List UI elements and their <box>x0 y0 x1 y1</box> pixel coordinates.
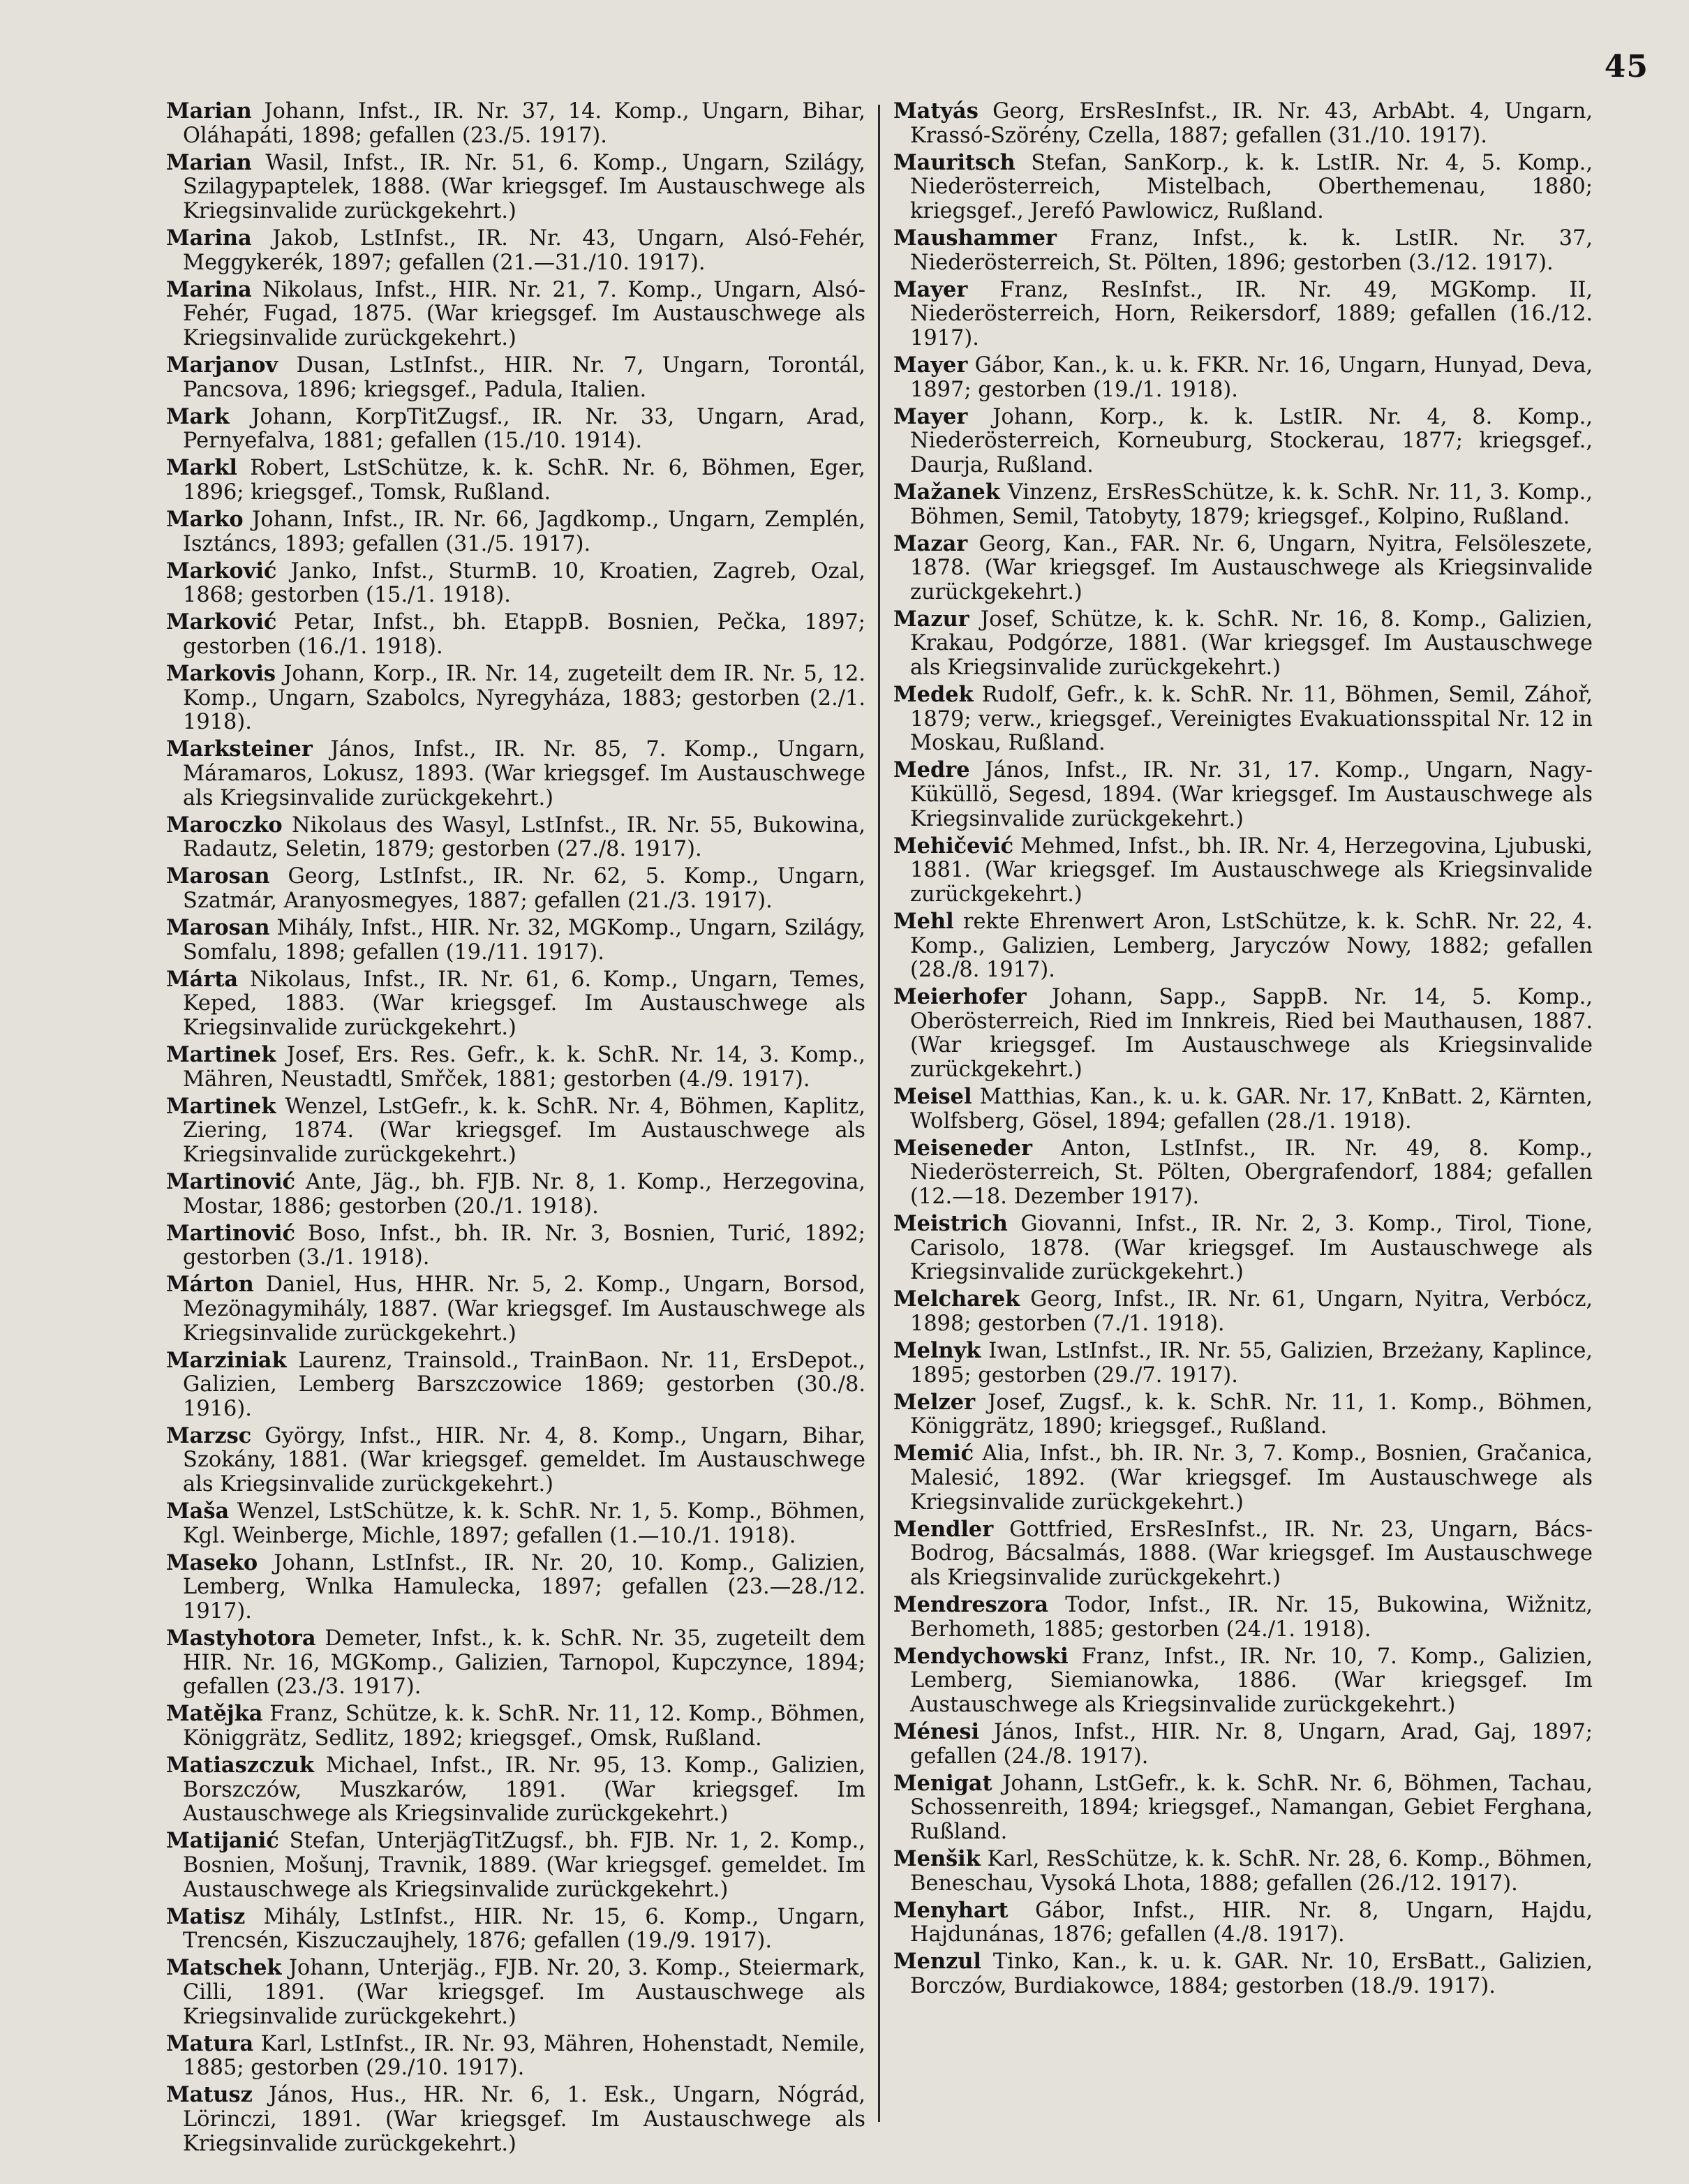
entry-details: Nikolaus, Infst., IR. Nr. 61, 6. Komp., Ungarn, Temes, Keped, 1883. (War kriegsgef. Im Austauschwege als Kriegsinvalide zurückgekehrt.) <box>183 967 865 1040</box>
entry-surname: Maushammer <box>893 225 1057 251</box>
entry-details: Karl, ResSchütze, k. k. SchR. Nr. 28, 6. Komp., Böhmen, Beneschau, Vysoká Lhota, 1888; gefallen (26./12. 1917). <box>910 1846 1593 1896</box>
register-entry <box>893 1517 1593 1591</box>
register-entry <box>893 1287 1593 1336</box>
entry-surname: Menyhart <box>893 1897 1009 1923</box>
register-entry <box>166 1499 865 1548</box>
entry-surname: Melcharek <box>893 1286 1020 1312</box>
entry-surname: Marković <box>166 558 277 584</box>
entry-details: Georg, Infst., IR. Nr. 61, Ungarn, Nyitra, Verbócz, 1898; gestorben (7./1. 1918). <box>910 1287 1593 1336</box>
column-divider <box>878 105 880 2122</box>
register-entry <box>893 1593 1593 1642</box>
entry-details: Johann, Unterjäg., FJB. Nr. 20, 3. Komp., Steiermark, Cilli, 1891. (War kriegsgef. Im Austauschwege als Kriegsinvalide zurückgekehrt.) <box>183 1956 865 2029</box>
entry-surname: Markovis <box>166 661 276 687</box>
entry-details: Gábor, Kan., k. u. k. FKR. Nr. 16, Ungarn, Hunyad, Deva, 1897; gestorben (19./1. 1918). <box>910 352 1593 402</box>
register-entry <box>893 480 1593 529</box>
entry-details: Daniel, Hus, HHR. Nr. 5, 2. Komp., Ungarn, Borsod, Mezönagymihály, 1887. (War kriegsgef. Im Austauschwege als Kriegsinvalide zurückgekehrt.) <box>183 1272 865 1346</box>
entry-details: Franz, ResInfst., IR. Nr. 49, MGKomp. II, Niederösterreich, Horn, Reikersdorf, 1889; gefallen (16./12. 1917). <box>910 277 1593 350</box>
register-entry <box>166 151 865 224</box>
register-entry <box>166 813 865 862</box>
entry-details: Mehmed, Infst., bh. IR. Nr. 4, Herzegovina, Ljubuski, 1881. (War kriegsgef. Im Austauschwege als Kriegsinvalide zurückgekehrt.) <box>910 833 1593 907</box>
register-entry <box>893 99 1593 148</box>
register-entry <box>893 278 1593 351</box>
entry-details: rekte Ehrenwert Aron, LstSchütze, k. k. SchR. Nr. 22, 4. Komp., Galizien, Lemberg, Jaryczów Nowy, 1882; gefallen (28./8. 1917). <box>910 909 1593 983</box>
register-entry <box>166 916 865 965</box>
entry-details: Janko, Infst., SturmB. 10, Kroatien, Zagreb, Ozal, 1868; gestorben (15./1. 1918). <box>183 558 865 608</box>
entry-details: Johann, LstGefr., k. k. SchR. Nr. 6, Böhmen, Tachau, Schossenreith, 1894; kriegsgef., Namangan, Gebiet Ferghana, Rußland. <box>910 1771 1593 1844</box>
register-entry <box>166 456 865 505</box>
entry-surname: Mayer <box>893 403 968 429</box>
entry-details: Georg, ErsResInfst., IR. Nr. 43, ArbAbt. 4, Ungarn, Krassó-Szörény, Czella, 1887; gefallen (31./10. 1917). <box>910 99 1593 148</box>
entry-surname: Maša <box>166 1499 230 1524</box>
register-entry <box>166 226 865 275</box>
entry-details: Laurenz, Trainsold., TrainBaon. Nr. 11, ErsDepot., Galizien, Lemberg Barszczowice 1869; gestorben (30./8. 1916). <box>183 1348 865 1421</box>
entry-surname: Martinović <box>166 1168 295 1194</box>
entry-surname: Marko <box>166 507 244 532</box>
entry-details: Johann, Korp., IR. Nr. 14, zugeteilt dem IR. Nr. 5, 12. Komp., Ungarn, Szabolcs, Nyregyháza, 1883; gestorben (2./1. 1918). <box>183 662 865 735</box>
entry-details: Tinko, Kan., k. u. k. GAR. Nr. 10, ErsBatt., Galizien, Borczów, Burdiakowce, 1884; gestorben (18./9. 1917). <box>910 1949 1593 1998</box>
register-entry <box>893 1441 1593 1515</box>
entry-details: György, Infst., HIR. Nr. 4, 8. Komp., Ungarn, Bihar, Szokány, 1881. (War kriegsgef. gemeldet. Im Austauschwege als Kriegsinvalide zurückgekehrt.) <box>183 1423 865 1497</box>
register-entry <box>166 1094 865 1168</box>
entry-surname: Meistrich <box>893 1211 1008 1237</box>
register-entry <box>166 1956 865 2029</box>
register-entry <box>166 1829 865 1902</box>
register-entry <box>166 405 865 454</box>
entry-surname: Marziniak <box>166 1347 287 1373</box>
left-column <box>166 99 865 2159</box>
entry-details: Gottfried, ErsResInfst., IR. Nr. 23, Ungarn, Bács-Bodrog, Bácsalmás, 1888. (War kriegsgef. Im Austauschwege als Kriegsinvalide zurückgekehrt.) <box>910 1517 1593 1590</box>
register-entry <box>166 1702 865 1751</box>
entry-details: Matthias, Kan., k. u. k. GAR. Nr. 17, KnBatt. 2, Kärnten, Wolfsberg, Gösel, 1894; gefallen (28./1. 1918). <box>910 1085 1593 1134</box>
register-entry <box>893 834 1593 907</box>
register-entry <box>893 353 1593 402</box>
register-entry <box>893 1899 1593 1947</box>
register-entry <box>166 278 865 351</box>
entry-details: Jakob, LstInfst., IR. Nr. 43, Ungarn, Alsó-Fehér, Meggykerék, 1897; gefallen (21.—31./10. 1917). <box>183 225 865 275</box>
entry-surname: Martinek <box>166 1093 276 1119</box>
register-entry <box>166 99 865 148</box>
entry-surname: Menigat <box>893 1770 992 1796</box>
entry-surname: Matiaszczuk <box>166 1753 314 1778</box>
entry-details: Mihály, LstInfst., HIR. Nr. 15, 6. Komp., Ungarn, Trencsén, Kiszuczaujhely, 1876; gefallen (19./9. 1917). <box>183 1904 865 1954</box>
entry-details: Dusan, LstInfst., HIR. Nr. 7, Ungarn, Torontál, Pancsova, 1896; kriegsgef., Padula, Italien. <box>183 352 865 402</box>
entry-surname: Mastyhotora <box>166 1626 316 1651</box>
entry-surname: Matyás <box>893 98 979 124</box>
register-entry <box>166 1043 865 1092</box>
entry-surname: Menzul <box>893 1949 981 1975</box>
entry-surname: Marzsc <box>166 1422 252 1448</box>
entry-details: Wenzel, LstGefr., k. k. SchR. Nr. 4, Böhmen, Kaplitz, Ziering, 1874. (War kriegsgef. Im Austauschwege als Kriegsinvalide zurückgekehrt.) <box>183 1094 865 1167</box>
entry-details: Karl, LstInfst., IR. Nr. 93, Mähren, Hohenstadt, Nemile, 1885; gestorben (29./10. 1917). <box>183 2031 865 2081</box>
register-entry <box>166 2083 865 2156</box>
entry-surname: Memić <box>893 1441 974 1466</box>
entry-details: Nikolaus, Infst., HIR. Nr. 21, 7. Komp., Ungarn, Alsó-Fehér, Fugad, 1875. (War kriegsgef. Im Austauschwege als Kriegsinvalide zurückgekehrt.) <box>183 277 865 350</box>
entry-surname: Matějka <box>166 1701 263 1727</box>
entry-surname: Mazur <box>893 606 969 632</box>
entry-surname: Medre <box>893 757 970 783</box>
entry-details: Alia, Infst., bh. IR. Nr. 3, 7. Komp., Bosnien, Gračanica, Malesić, 1892. (War kriegsgef. Im Austauschwege als Kriegsinvalide zurückgekehrt.) <box>910 1441 1593 1515</box>
entry-details: Vinzenz, ErsResSchütze, k. k. SchR. Nr. 11, 3. Komp., Böhmen, Semil, Tatobyty, 1879; kriegsgef., Kolpino, Rußland. <box>910 480 1593 529</box>
entry-details: Georg, LstInfst., IR. Nr. 62, 5. Komp., Ungarn, Szatmár, Aranyosmegyes, 1887; gefallen (21./3. 1917). <box>183 864 865 913</box>
register-entry <box>893 683 1593 756</box>
entry-details: Gábor, Infst., HIR. Nr. 8, Ungarn, Hajdu, Hajdunánas, 1876; gefallen (4./8. 1917). <box>910 1898 1593 1947</box>
entry-details: János, Hus., HR. Nr. 6, 1. Esk., Ungarn, Nógrád, Lörinczi, 1891. (War kriegsgef. Im Austauschwege als Kriegsinvalide zurückgekehrt.) <box>183 2083 865 2156</box>
entry-details: János, Infst., IR. Nr. 85, 7. Komp., Ungarn, Máramaros, Lokusz, 1893. (War kriegsgef. Im Austauschwege als Kriegsinvalide zurückgekehrt.) <box>183 737 865 810</box>
register-entry <box>166 737 865 810</box>
register-entry <box>893 532 1593 605</box>
entry-surname: Markl <box>166 455 237 481</box>
entry-surname: Maroczko <box>166 812 283 838</box>
entry-surname: Menšik <box>893 1845 981 1871</box>
entry-surname: Medek <box>893 682 974 708</box>
entry-surname: Melnyk <box>893 1338 981 1364</box>
register-entry <box>166 1170 865 1219</box>
entry-surname: Mehl <box>893 909 954 934</box>
entry-details: Iwan, LstInfst., IR. Nr. 55, Galizien, Brzeżany, Kaplince, 1895; gestorben (29./7. 1917). <box>910 1339 1593 1388</box>
entry-details: Michael, Infst., IR. Nr. 95, 13. Komp., Galizien, Borszczów, Muszkarów, 1891. (War kriegsgef. Im Austauschwege als Kriegsinvalide zurückgekehrt.) <box>183 1753 865 1827</box>
register-entry <box>166 1221 865 1270</box>
register-entry <box>893 226 1593 275</box>
entry-details: Josef, Schütze, k. k. SchR. Nr. 16, 8. Komp., Galizien, Krakau, Podgórze, 1881. (War kriegsgef. Im Austauschwege als Kriegsinvalide zurückgekehrt.) <box>910 607 1593 681</box>
entry-surname: Ménesi <box>893 1719 980 1744</box>
entry-surname: Mayer <box>893 352 968 378</box>
entry-surname: Martinović <box>166 1220 295 1246</box>
register-entry <box>166 2032 865 2081</box>
entry-details: Boso, Infst., bh. IR. Nr. 3, Bosnien, Turić, 1892; gestorben (3./1. 1918). <box>183 1221 865 1270</box>
entry-surname: Matura <box>166 2030 254 2056</box>
register-entry <box>893 909 1593 983</box>
entry-details: Josef, Ers. Res. Gefr., k. k. SchR. Nr. 14, 3. Komp., Mähren, Neustadtl, Smřček, 1881; gestorben (4./9. 1917). <box>183 1042 865 1092</box>
register-entry <box>166 967 865 1041</box>
entry-details: Nikolaus des Wasyl, LstInfst., IR. Nr. 55, Bukowina, Radautz, Seletin, 1879; gestorben (27./8. 1917). <box>183 812 865 862</box>
entry-details: Stefan, UnterjägTitZugsf., bh. FJB. Nr. 1, 2. Komp., Bosnien, Mošunj, Travnik, 1889. (War kriegsgef. gemeldet. Im Austauschwege als Kriegsinvalide zurückgekehrt.) <box>183 1829 865 1902</box>
register-entry <box>893 1771 1593 1845</box>
entry-details: Johann, Infst., IR. Nr. 37, 14. Komp., Ungarn, Bihar, Oláhapáti, 1898; gefallen (23./5. 1917). <box>183 99 865 148</box>
entry-surname: Matisz <box>166 1903 246 1929</box>
register-entry <box>893 1720 1593 1769</box>
register-entry <box>166 1753 865 1827</box>
page-number: 45 <box>1604 49 1649 84</box>
register-entry <box>166 610 865 659</box>
entry-details: Stefan, SanKorp., k. k. LstIR. Nr. 4, 5. Komp., Niederösterreich, Mistelbach, Oberthemenau, 1880; kriegsgef., Jerefó Pawlowicz, Rußland. <box>910 150 1593 223</box>
entry-details: Josef, Zugsf., k. k. SchR. Nr. 11, 1. Komp., Böhmen, Königgrätz, 1890; kriegsgef., Rußland. <box>910 1390 1593 1439</box>
entry-surname: Márton <box>166 1272 254 1298</box>
register-entry <box>893 985 1593 1082</box>
register-entry <box>893 1212 1593 1285</box>
entry-surname: Marković <box>166 609 277 635</box>
register-entry <box>893 1949 1593 1998</box>
entry-surname: Mehičević <box>893 833 1014 859</box>
register-entry <box>893 758 1593 831</box>
entry-surname: Marina <box>166 225 252 251</box>
register-entry <box>166 1349 865 1422</box>
entry-surname: Mazar <box>893 530 968 556</box>
entry-details: Johann, LstInfst., IR. Nr. 20, 10. Komp., Galizien, Lemberg, Wnlka Hamulecka, 1897; gefallen (23.—28./12. 1917). <box>183 1550 865 1624</box>
entry-details: Wasil, Infst., IR. Nr. 51, 6. Komp., Ungarn, Szilágy, Szilagypaptelek, 1888. (War kriegsgef. Im Austauschwege als Kriegsinvalide zurückgekehrt.) <box>183 150 865 223</box>
entry-details: Demeter, Infst., k. k. SchR. Nr. 35, zugeteilt dem HIR. Nr. 16, MGKomp., Galizien, Tarnopol, Kupczynce, 1894; gefallen (23./3. 1917). <box>183 1626 865 1700</box>
register-entry <box>166 1272 865 1346</box>
register-entry <box>166 662 865 735</box>
entry-surname: Mažanek <box>893 479 1000 505</box>
entry-details: János, Infst., IR. Nr. 31, 17. Komp., Ungarn, Nagy-Küküllö, Segesd, 1894. (War kriegsgef. Im Austauschwege als Kriegsinvalide zurückgekehrt.) <box>910 758 1593 831</box>
entry-details: Georg, Kan., FAR. Nr. 6, Ungarn, Nyitra, Felsöleszete, 1878. (War kriegsgef. Im Austauschwege als Kriegsinvalide zurückgekehrt.) <box>910 531 1593 604</box>
entry-details: Wenzel, LstSchütze, k. k. SchR. Nr. 1, 5. Komp., Böhmen, Kgl. Weinberge, Michle, 1897; gefallen (1.—10./1. 1918). <box>183 1499 865 1548</box>
entry-details: Johann, Sapp., SappB. Nr. 14, 5. Komp., Oberösterreich, Ried im Innkreis, Ried bei Mauthausen, 1887. (War kriegsgef. Im Austauschwege als Kriegsinvalide zurückgekehrt.) <box>910 985 1593 1083</box>
register-entry <box>893 607 1593 681</box>
entry-details: Franz, Schütze, k. k. SchR. Nr. 11, 12. Komp., Böhmen, Königgrätz, Sedlitz, 1892; kriegsgef., Omsk, Rußland. <box>183 1702 865 1751</box>
entry-details: Todor, Infst., IR. Nr. 15, Bukowina, Wižnitz, Berhometh, 1885; gestorben (24./1. 1918). <box>910 1593 1593 1642</box>
entry-surname: Mendychowski <box>893 1643 1069 1669</box>
register-entry <box>893 1847 1593 1896</box>
right-column <box>893 99 1593 2001</box>
register-entry <box>166 353 865 402</box>
entry-surname: Marian <box>166 98 252 124</box>
entry-surname: Marosan <box>166 863 270 889</box>
register-entry <box>166 864 865 913</box>
register-entry <box>893 1390 1593 1439</box>
register-entry <box>166 1626 865 1700</box>
register-entry <box>893 1644 1593 1718</box>
entry-surname: Mark <box>166 403 230 429</box>
entry-surname: Mendler <box>893 1516 994 1542</box>
entry-surname: Márta <box>166 966 239 992</box>
entry-surname: Marian <box>166 149 252 175</box>
register-entry <box>893 151 1593 224</box>
entry-details: Franz, Infst., k. k. LstIR. Nr. 37, Niederösterreich, St. Pölten, 1896; gestorben (3./12. 1917). <box>910 225 1593 275</box>
entry-surname: Marina <box>166 276 252 302</box>
entry-surname: Meierhofer <box>893 984 1027 1010</box>
entry-details: Ante, Jäg., bh. FJB. Nr. 8, 1. Komp., Herzegovina, Mostar, 1886; gestorben (20./1. 1918). <box>183 1169 865 1219</box>
register-entry <box>166 507 865 556</box>
entry-details: Giovanni, Infst., IR. Nr. 2, 3. Komp., Tirol, Tione, Carisolo, 1878. (War kriegsgef. Im Austauschwege als Kriegsinvalide zurückgekehrt.) <box>910 1212 1593 1285</box>
entry-surname: Marjanov <box>166 352 278 378</box>
entry-surname: Mayer <box>893 276 968 302</box>
entry-details: Mihály, Infst., HIR. Nr. 32, MGKomp., Ungarn, Szilágy, Somfalu, 1898; gefallen (19./11. 1917). <box>183 916 865 965</box>
register-entry <box>893 1136 1593 1210</box>
entry-details: Johann, Infst., IR. Nr. 66, Jagdkomp., Ungarn, Zemplén, Isztáncs, 1893; gefallen (31./5. 1917). <box>183 507 865 556</box>
entry-surname: Marksteiner <box>166 736 313 762</box>
entry-details: Johann, Korp., k. k. LstIR. Nr. 4, 8. Komp., Niederösterreich, Korneuburg, Stockerau, 1877; kriegsgef., Daurja, Rußland. <box>910 404 1593 477</box>
register-entry <box>893 1339 1593 1388</box>
entry-surname: Meiseneder <box>893 1135 1032 1161</box>
entry-details: János, Infst., HIR. Nr. 8, Ungarn, Arad, Gaj, 1897; gefallen (24./8. 1917). <box>910 1720 1593 1769</box>
entry-surname: Mauritsch <box>893 149 1015 175</box>
entry-surname: Matijanić <box>166 1828 279 1854</box>
entry-details: Petar, Infst., bh. EtappB. Bosnien, Pečka, 1897; gestorben (16./1. 1918). <box>183 610 865 659</box>
entry-surname: Martinek <box>166 1041 276 1067</box>
register-entry <box>166 1551 865 1624</box>
register-entry <box>166 1424 865 1497</box>
entry-surname: Melzer <box>893 1389 976 1415</box>
entry-surname: Maseko <box>166 1550 258 1575</box>
register-entry <box>166 1905 865 1954</box>
entry-details: Anton, LstInfst., IR. Nr. 49, 8. Komp., Niederösterreich, St. Pölten, Obergrafendorf, 1884; gefallen (12.—18. Dezember 1917). <box>910 1136 1593 1210</box>
entry-surname: Marosan <box>166 915 270 940</box>
entry-surname: Matschek <box>166 1955 282 1981</box>
entry-details: Rudolf, Gefr., k. k. SchR. Nr. 11, Böhmen, Semil, Záhoř, 1879; verw., kriegsgef., Vereinigtes Evakuationsspital Nr. 12 in Moskau, Rußland. <box>910 683 1593 756</box>
entry-details: Johann, KorpTitZugsf., IR. Nr. 33, Ungarn, Arad, Pernyefalva, 1881; gefallen (15./10. 1914). <box>183 404 865 454</box>
entry-details: Franz, Infst., IR. Nr. 10, 7. Komp., Galizien, Lemberg, Siemianowka, 1886. (War kriegsgef. Im Austauschwege als Kriegsinvalide zurückgekehrt.) <box>910 1644 1593 1717</box>
register-entry <box>893 1085 1593 1134</box>
entry-surname: Mendreszora <box>893 1592 1049 1618</box>
register-entry <box>893 405 1593 478</box>
entry-surname: Meisel <box>893 1084 972 1110</box>
register-entry <box>166 559 865 608</box>
entry-surname: Matusz <box>166 2082 253 2108</box>
entry-details: Robert, LstSchütze, k. k. SchR. Nr. 6, Böhmen, Eger, 1896; kriegsgef., Tomsk, Rußland. <box>183 456 865 505</box>
